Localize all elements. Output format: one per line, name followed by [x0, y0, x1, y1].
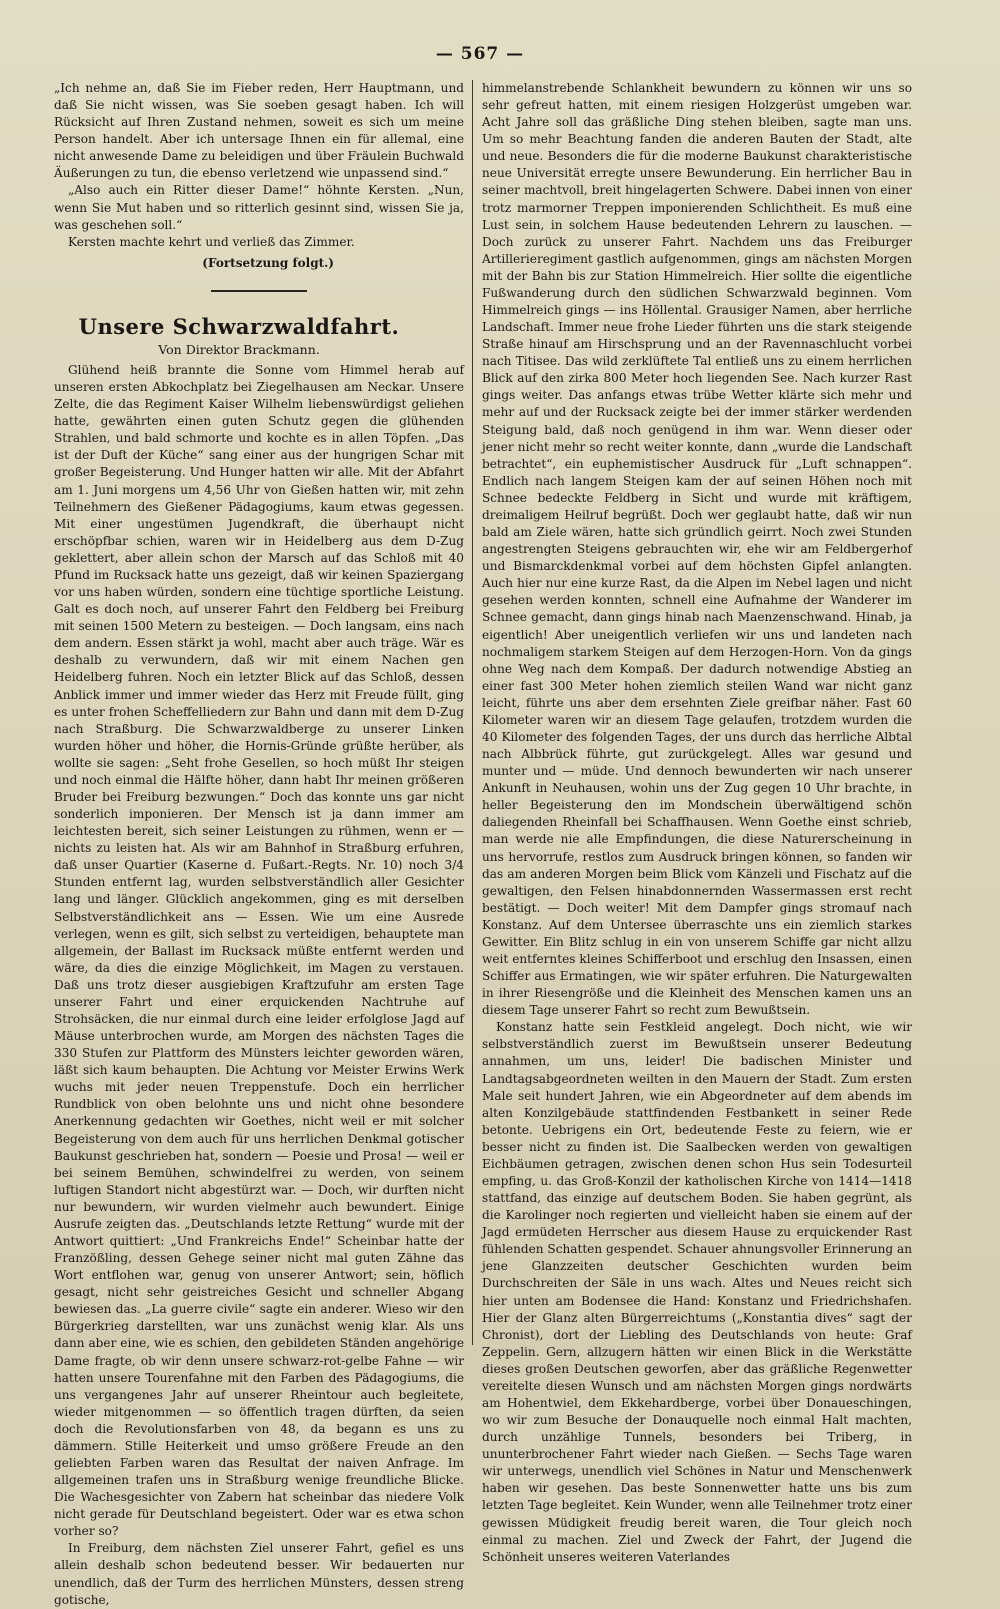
story-paragraph: „Also auch ein Ritter dieser Dame!“ höhnte Kersten. „Nun, wenn Sie Mut haben und so ritterlich gesinnt sind, wissen Sie ja, was geschehen soll.“: [54, 183, 464, 232]
left-column: [54, 80, 464, 1609]
article-paragraph: Konstanz hatte sein Festkleid angelegt. Doch nicht, wie wir selbstverständlich zuerst im Bewußtsein unserer Bedeutung annahmen, um uns, leider! Die badischen Minister und Landtagsabgeordneten weilten in den Mauern der Stadt. Zum ersten Male seit hundert Jahren, wie ein Abgeordneter auf dem abends im alten Konzilgebäude stattfindenden Festbankett in seiner Rede betonte. Uebrigens ein Ort, bedeutende Feste zu feiern, wie er besser nicht zu finden ist. Die Saalbecken werden von gewaltigen Eichbäumen getragen, zwischen denen schon Hus sein Todesurteil empfing, u. das Groß-Konzil der katholischen Kirche von 1414—1418 stattfand, das einzige auf deutschem Boden. Sie haben gegrünt, als die Karolinger noch regierten und vielleicht haben sie einem auf der Jagd ermüdeten Herrscher aus diesem Hause zu erquickender Rast fühlenden Schatten gespendet. Schauer ahnungsvoller Erinnerung an jene Glanzzeiten deutscher Geschichten wurden beim Durchschreiten der Säle in uns wach. Altes und Neues reicht sich hier unten am Bodensee die Hand: Konstanz und Friedrichshafen. Hier der Glanz alten Bürgerreichtums („Konstantia dives“ sagt der Chronist), dort der Liebling des Deutschlands von heute: Graf Zeppelin. Gern, allzugern hätten wir einen Blick in die Werkstätte dieses großen Deutschen geworfen, aber das gräßliche Regenwetter vereitelte diesen Wunsch und am nächsten Morgen gings nordwärts am Hohentwiel, dem Ekkehardberge, vorbei über Donaueschingen, wo wir zum Besuche der Donauquelle noch einmal Halt machten, durch unzählige Tunnels, besonders bei Triberg, in ununterbrochener Fahrt wieder nach Gießen. — Sechs Tage waren wir unterwegs, unendlich viel Schönes in Natur und Menschenwerk haben wir gesehen. Das beste Sonnenwetter hatte uns bis zum letzten Tage begleitet. Kein Wunder, wenn alle Teilnehmer trotz einer gewissen Müdigkeit freudig bereit waren, die Tour gleich noch einmal zu machen. Ziel und Zweck der Fahrt, der Jugend die Schönheit unseres weiteren Vaterlandes: [482, 1020, 912, 1564]
article-byline: Von Direktor Brackmann.: [158, 341, 320, 357]
article-paragraph: In Freiburg, dem nächsten Ziel unserer Fahrt, gefiel es uns allein deshalb schon bedeutend besser. Wir bedauerten nur unendlich, daß der Turm des herrlichen Münsters, dessen streng gotische,: [54, 1541, 464, 1607]
page-number: — 567 —: [435, 44, 525, 64]
continued-note: (Fortsetzung folgt.): [202, 255, 334, 270]
section-separator: [211, 290, 307, 292]
story-paragraph: Kersten machte kehrt und verließ das Zimmer.: [68, 234, 355, 249]
column-rule: [472, 80, 473, 1345]
article-paragraph: himmelanstrebende Schlankheit bewundern zu können wir uns so sehr gefreut hatten, mit einem riesigen Holzgerüst umgeben war. Acht Jahre soll das gräßliche Ding stehen bleiben, sagte man uns. Um so mehr Beachtung fanden die anderen Bauten der Stadt, alte und neue. Besonders die für die moderne Baukunst charakteristische neue Universität erregte unsere Bewunderung. Ein herrlicher Bau in seiner machtvoll, breit hingelagerten Schwere. Dabei innen von einer trotz marmorner Treppen imponierenden Schlichtheit. Es muß eine Lust sein, in solchem Hause bedeutenden Lehrern zu lauschen. — Doch zurück zu unserer Fahrt. Nachdem uns das Freiburger Artillerieregiment gastlich aufgenommen, gings am nächsten Morgen mit der Bahn bis zur Station Himmelreich. Hier sollte die eigentliche Fußwanderung durch den südlichen Schwarzwald beginnen. Vom Himmelreich gings — ins Höllental. Grausiger Namen, aber herrliche Landschaft. Immer neue frohe Lieder führten uns die stark steigende Straße hinauf am Hirschsprung und an der Ravennaschlucht vorbei nach Titisee. Das wild zerklüftete Tal entließ uns zu einem herrlichen Blick auf den zirka 800 Meter hoch liegenden See. Nach kurzer Rast gings weiter. Das anfangs etwas trübe Wetter klärte sich mehr und mehr auf und der Rucksack zeigte bei der immer stärker werdenden Steigung bald, daß noch genügend in ihm war. Wenn dieser oder jener nicht mehr so recht weiter konnte, dann „wurde die Landschaft betrachtet“, ein euphemistischer Ausdruck für „Luft schnappen“. Endlich nach langem Steigen kam der auf seinen Höhen noch mit Schnee bedeckte Feldberg in Sicht und wurde mit kräftigem, dreimaligem Heilruf begrüßt. Doch wer geglaubt hatte, daß wir nun bald am Ziele wären, hatte sich gründlich geirrt. Noch zwei Stunden angestrengten Steigens gebrauchten wir, ehe wir am Feldbergerhof und Bismarckdenkmal vorbei auf dem höchsten Gipfel anlangten. Auch hier nur eine kurze Rast, da die Alpen im Nebel lagen und nicht gesehen werden konnten, schnell eine Aufnahme der Wanderer im Schnee gemacht, dann gings hinab nach Maenzenschwand. Hinab, ja eigentlich! Aber uneigentlich verliefen wir uns und landeten nach nochmaligem starkem Steigen auf dem Herzogen-Horn. Von da gings ohne Weg nach dem Kompaß. Der dadurch notwendige Abstieg an einer fast 300 Meter hohen ziemlich steilen Wand war nicht ganz leicht, führte uns aber dem ersehnten Ziele greifbar näher. Fast 60 Kilometer waren wir an diesem Tage gelaufen, trotzdem wurden die 40 Kilometer des folgenden Tages, der uns durch das herrliche Albtal nach Albbrück führte, gut zurückgelegt. Alles war gesund und munter und — müde. Und dennoch bewunderten wir nach unserer Ankunft in Neuhausen, wohin uns der Zug gegen 10 Uhr brachte, in heller Begeisterung den im Mondschein überwältigend schön daliegenden Rheinfall bei Schaffhausen. Wenn Goethe einst schrieb, man werde nie alle Empfindungen, die diese Naturerscheinung in uns hervorrufe, restlos zum Ausdruck bringen können, so fanden wir das am anderen Morgen beim Blick vom Känzeli und Fischatz auf die gewaltigen, den Felsen hinabdonnernden Wassermassen erst recht bestätigt. — Doch weiter! Mit dem Dampfer gings stromauf nach Konstanz. Auf dem Untersee überraschte uns ein ziemlich starkes Gewitter. Ein Blitz schlug in ein von unserem Schiffe gar nicht allzu weit entferntes kleines Schifferboot und erschlug den Insassen, einen Schiffer aus Ermatingen, wie wir später erfuhren. Die Naturgewalten in ihrer Riesengröße und die Kleinheit des Menschen kamen uns an diesem Tage unserer Fahrt so recht zum Bewußtsein.: [482, 81, 912, 1018]
story-paragraph: „Ich nehme an, daß Sie im Fieber reden, Herr Hauptmann, und daß Sie nicht wissen, was Sie soeben gesagt haben. Ich will Rücksicht auf Ihren Zustand nehmen, soweit es sich um meine Person handelt. Aber ich untersage Ihnen ein für allemal, eine nicht anwesende Dame zu beleidigen und über Fräulein Buchwald Äußerungen zu tun, die ebenso verletzend wie unpassend sind.“: [54, 81, 464, 181]
article-paragraph: Glühend heiß brannte die Sonne vom Himmel herab auf unseren ersten Abkochplatz bei Ziegelhausen am Neckar. Unsere Zelte, die das Regiment Kaiser Wilhelm liebenswürdigst geliehen hatte, gewährten einen guten Schutz gegen die glühenden Strahlen, und bald schmorte und kochte es in allen Töpfen. „Das ist der Duft der Küche“ sang einer aus der hungrigen Schar mit großer Begeisterung. Und Hunger hatten wir alle. Mit der Abfahrt am 1. Juni morgens um 4,56 Uhr von Gießen hatten wir, mit zehn Teilnehmern des Gießener Pädagogiums, kaum etwas gegessen. Mit einer ungestümen Jugendkraft, die überhaupt nicht erschöpfbar schien, waren wir in Heidelberg aus dem D-Zug geklettert, aber allein schon der Marsch auf das Schloß mit 40 Pfund im Rucksack hatte uns gezeigt, daß wir keinen Spaziergang vor uns haben würden, sondern eine tüchtige sportliche Leistung. Galt es doch noch, auf unserer Fahrt den Feldberg bei Freiburg mit seinen 1500 Metern zu besteigen. — Doch langsam, eins nach dem andern. Essen stärkt ja wohl, macht aber auch träge. Wär es deshalb zu verwundern, daß wir mit einem Nachen gen Heidelberg fuhren. Noch ein letzter Blick auf das Schloß, dessen Anblick immer und immer wieder das Herz mit Freude füllt, ging es unter frohen Scheffelliedern zur Bahn und dann mit dem D-Zug nach Straßburg. Die Schwarzwaldberge zu unserer Linken wurden höher und höher, die Hornis-Gründe grüßte herüber, als wollte sie sagen: „Seht frohe Gesellen, so hoch müßt Ihr steigen und noch einmal die Hälfte höher, dann habt Ihr meinen größeren Bruder bei Freiburg bezwungen.“ Doch das konnte uns gar nicht sonderlich imponieren. Der Mensch ist ja dann immer am leichtesten bereit, sich seiner Leistungen zu rühmen, wenn er — nichts zu leisten hat. Als wir am Bahnhof in Straßburg erfuhren, daß unser Quartier (Kaserne d. Fußart.-Regts. Nr. 10) noch 3/4 Stunden entfernt lag, wurden selbstverständlich aller Gesichter lang und länger. Glücklich angekommen, ging es mit derselben Selbstverständlichkeit ans — Essen. Wie um eine Ausrede verlegen, wenn es gilt, sich selbst zu verteidigen, behauptete man allgemein, der Ballast im Rucksack müßte entfernt werden und wäre, da dies die einzige Möglichkeit, im Magen zu verstauen. Daß uns trotz dieser ausgiebigen Kraftzufuhr am ersten Tage unserer Fahrt und einer erquickenden Nachtruhe auf Strohsäcken, die nur einmal durch eine leider erfolglose Jagd auf Mäuse unterbrochen wurde, am Morgen des nächsten Tages die 330 Stufen zur Plattform des Münsters leichter geworden wären, läßt sich kaum behaupten. Die Achtung vor Meister Erwins Werk wuchs mit jeder neuen Treppenstufe. Doch ein herrlicher Rundblick von oben belohnte uns und nicht ohne besondere Anerkennung gedachten wir Goethes, nicht weil er mit solcher Begeisterung von dem auch für uns herrlichen Denkmal gotischer Baukunst geschrieben hat, sondern — Poesie und Prosa! — weil er bei seinem Bemühen, schwindelfrei zu werden, von seinem luftigen Standort nicht abgestürzt war. — Doch, wir durften nicht nur bewundern, wir wurden vielmehr auch bewundert. Einige Ausrufe zeigten das. „Deutschlands letzte Rettung“ wurde mit der Antwort quittiert: „Und Frankreichs Ende!“ Scheinbar hatte der Franzößling, dessen Gehege seiner nicht mal guten Zähne das Wort entflohen war, genug von unserer Antwort; sein, höflich gesagt, nicht sehr geistreiches Gesicht und schneller Abgang bewiesen das. „La guerre civile“ sagte ein anderer. Wieso wir den Bürgerkrieg darstellten, war uns zunächst wenig klar. Als uns dann aber eine, wie es schien, den gebildeten Ständen angehörige Dame fragte, ob wir denn unsere schwarz-rot-gelbe Fahne — wir hatten unsere Tourenfahne mit den Farben des Pädagogiums, die uns vergangenes Jahr auf unserer Rheintour auch begleitete, wieder mitgenommen — so öffentlich tragen dürften, da seien doch die Revolutionsfarben von 48, da begann es uns zu dämmern. Stille Heiterkeit und umso größere Freude an den geliebten Farben waren das Resultat der naiven Anfrage. Im allgemeinen trafen uns in Straßburg wenige freundliche Blicke. Die Wachesgesichter von Zabern hat scheinbar das niedere Volk nicht gerade für Deutschland begeistert. Oder war es etwa schon vorher so?: [54, 363, 464, 1539]
article-title: Unsere Schwarzwaldfahrt.: [78, 313, 400, 339]
right-column: [482, 80, 912, 1566]
